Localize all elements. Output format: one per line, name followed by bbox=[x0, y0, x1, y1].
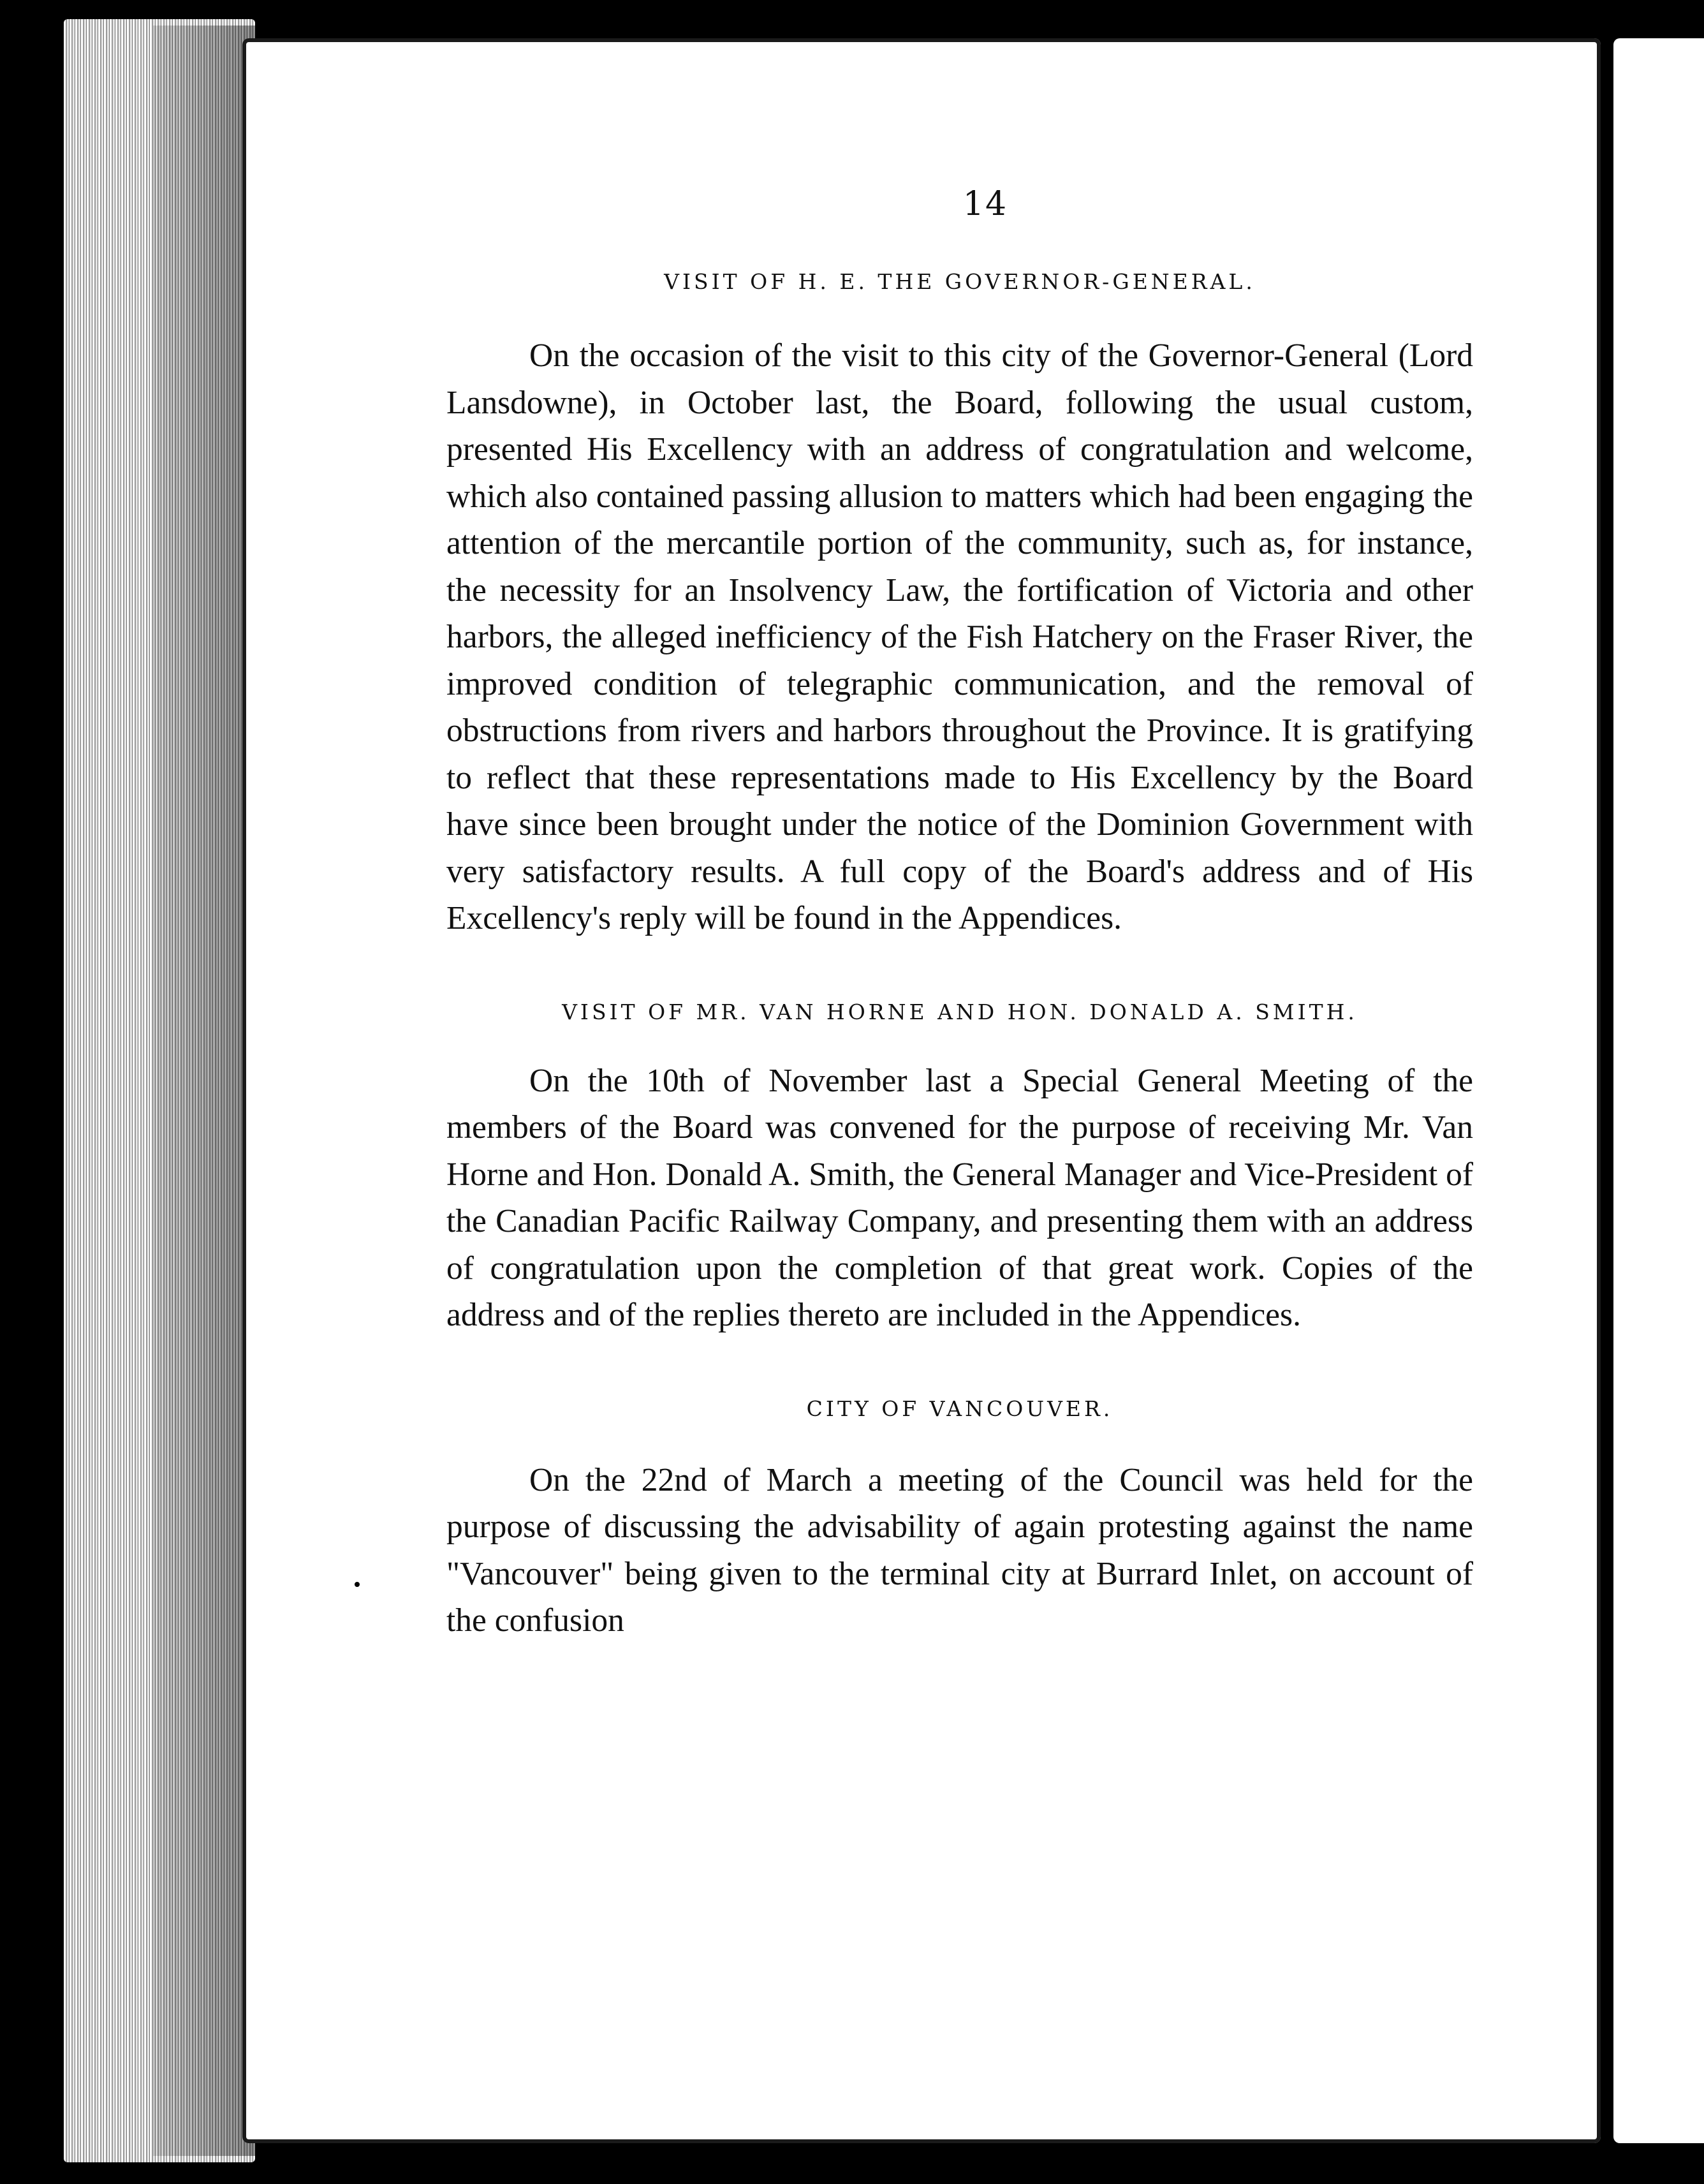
section-body-van-horne: On the 10th of November last a Special General Meeting of the members of the Board was convened for the purpose of receiving Mr. Van Horne and Hon. Donald A. Smith, the General Manager and Vice-President of the Canadian Pacific Railway Company, and presenting them with an address of congratulation upon the completion of that great work. Copies of the address and of the replies thereto are included in the Appendices. bbox=[446, 1062, 1473, 1333]
section-heading-van-horne: VISIT OF MR. VAN HORNE AND HON. DONALD A. SMITH. bbox=[562, 999, 1358, 1024]
ink-speck bbox=[355, 1582, 360, 1587]
page-content bbox=[446, 185, 1473, 1644]
page-number: 14 bbox=[962, 185, 1008, 223]
section-heading-governor-general: VISIT OF H. E. THE GOVERNOR-GENERAL. bbox=[664, 269, 1256, 294]
section-body-governor-general: On the occasion of the visit to this city of the Governor-General (Lord Lansdowne), in October last, the Board, following the usual custom, presented His Excellency with an address of congratulation and welcome, which also contained passing allusion to matters which had been engaging the attention of the mercantile portion of the community, such as, for instance, the necessity for an Insolvency Law, the fortification of Victoria and other harbors, the alleged inefficiency of the Fish Hatchery on the Fraser River, the improved condition of telegraphic communication, and the removal of obstructions from rivers and harbors throughout the Province. It is gratifying to reflect that these representations made to His Excellency by the Board have since been brought under the notice of the Dominion Government with very satisfactory results. A full copy of the Board's address and of His Excellency's reply will be found in the Appendices. bbox=[446, 337, 1473, 936]
section-body-vancouver: On the 22nd of March a meeting of the Council was held for the purpose of discussing the advisability of again protesting against the name "Vancouver" being given to the terminal city at Burrard Inlet, on account of the confusion bbox=[446, 1461, 1473, 1639]
section-heading-vancouver: CITY OF VANCOUVER. bbox=[806, 1396, 1113, 1421]
facing-page-edge bbox=[1613, 38, 1704, 2143]
